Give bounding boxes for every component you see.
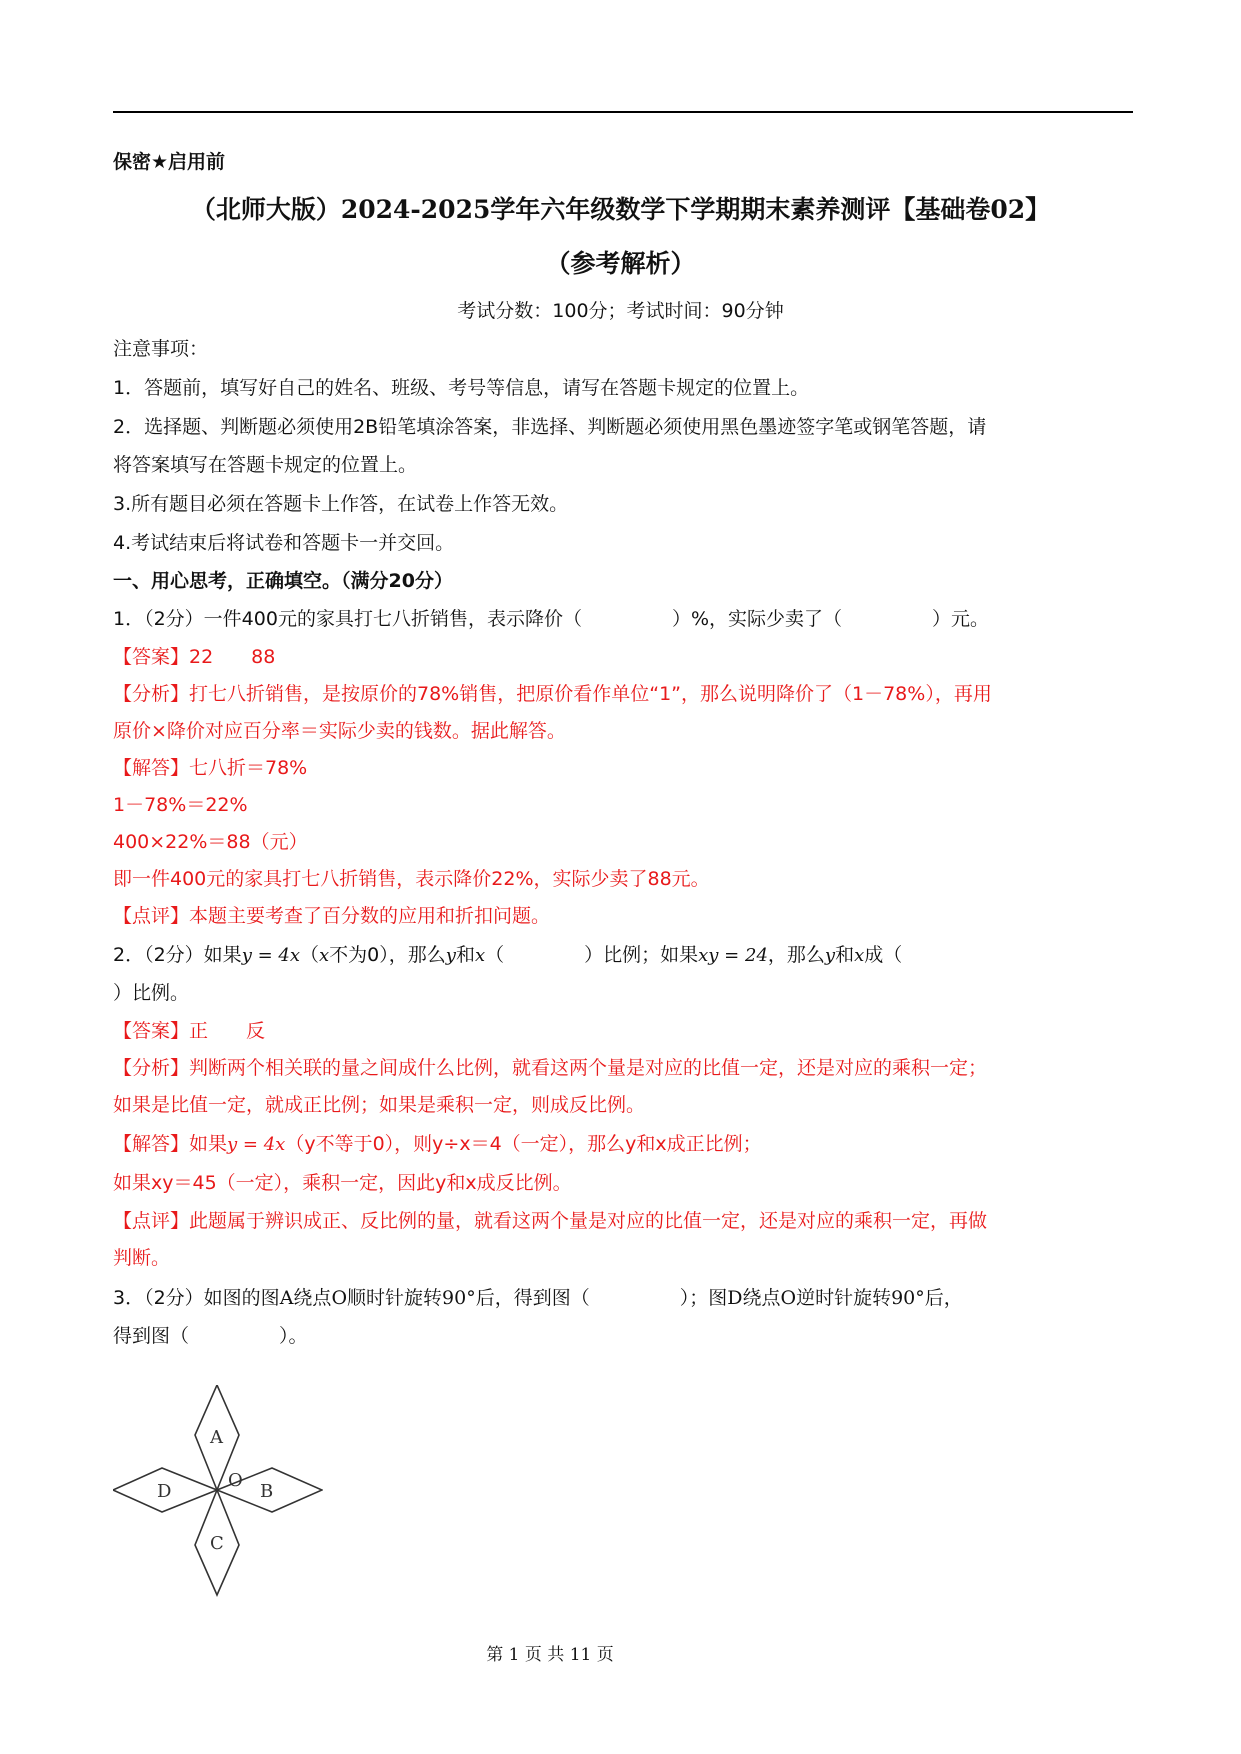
label-b: B	[260, 1481, 274, 1502]
q2-stem-d: 和	[835, 944, 855, 966]
letter-d: D	[727, 1287, 743, 1309]
q3-stem-e: ）；图	[679, 1287, 728, 1309]
note-item: 将答案填写在答题卡规定的位置上。	[113, 454, 418, 476]
formula-xy-equals-24: xy = 24	[698, 945, 768, 966]
question-3-stem-cont	[113, 1323, 308, 1349]
q3-stem-d: 后，得到图（	[475, 1287, 590, 1309]
q2-stem-g: ，那么	[767, 944, 825, 966]
q3-stem-line2-end: ）。	[279, 1325, 308, 1347]
q1-solution-step: 1－78%＝22%	[113, 794, 248, 816]
q3-stem-g: 后，	[924, 1287, 963, 1309]
q2-analysis: 【分析】判断两个相关联的量之间成什么比例，就看这两个量是对应的比值一定，还是对应的乘积一定；	[113, 1057, 988, 1079]
q1-solution-step: 400×22%＝88（元）	[113, 831, 308, 853]
notes-heading: 注意事项：	[113, 338, 209, 360]
page-title: （北师大版）2024-2025学年六年级数学下学期期末素养测评【基础卷02】	[190, 195, 1051, 224]
formula-y-equals-4x: y = 4x	[227, 1134, 286, 1155]
q2-analysis-cont: 如果是比值一定，就成正比例；如果是乘积一定，则成反比例。	[113, 1094, 646, 1116]
q2-stem-a: 2．（2分）如果	[113, 944, 242, 966]
var-x: x	[319, 945, 330, 966]
q2-solution-step: 如果xy＝45（一定），乘积一定，因此y和x成反比例。	[113, 1172, 572, 1194]
q2-stem-d: 和	[455, 944, 475, 966]
var-x: x	[474, 945, 486, 966]
label-c: C	[210, 1533, 224, 1554]
q1-analysis-cont: 原价×降价对应百分率＝实际少卖的钱数。据此解答。	[113, 720, 566, 742]
q2-comment: 【点评】此题属于辨识成正、反比例的量，就看这两个量是对应的比值一定，还是对应的乘积一定，再做	[113, 1210, 988, 1232]
page-footer: 第 1 页 共 11 页	[486, 1645, 614, 1665]
q2-stem-b: （	[300, 944, 320, 966]
q3-stem-b: 绕点	[293, 1287, 332, 1309]
q1-comment: 【点评】本题主要考查了百分数的应用和折扣问题。	[113, 905, 551, 927]
exam-info: 考试分数：100分；考试时间：90分钟	[457, 300, 784, 322]
top-rule	[113, 111, 1133, 113]
q2-solution-a: 【解答】如果	[113, 1133, 228, 1155]
letter-o: O	[331, 1287, 348, 1309]
q2-solution	[113, 1131, 762, 1158]
q1-answer: 【答案】22 88	[113, 646, 276, 668]
formula-y-equals-4x: y = 4x	[241, 945, 300, 966]
angle-90: 90°	[442, 1287, 476, 1309]
q2-stem-h: 成（	[864, 944, 903, 966]
q1-solution-conclusion: 即一件400元的家具打七八折销售，表示降价22%，实际少卖了88元。	[113, 868, 710, 890]
var-y: y	[445, 945, 456, 966]
label-o: O	[228, 1470, 243, 1491]
q1-stem-c: ）元。	[932, 608, 990, 630]
rotation-figure	[113, 1385, 323, 1605]
q3-stem-b: 绕点	[742, 1287, 781, 1309]
note-item: 1．答题前，填写好自己的姓名、班级、考号等信息，请写在答题卡规定的位置上。	[113, 377, 810, 399]
q1-analysis: 【分析】打七八折销售，是按原价的78%销售，把原价看作单位“1”，那么说明降价了（1－78%），再用	[113, 683, 992, 705]
q1-stem-a: 1．（2分）一件400元的家具打七八折销售，表示降价（	[113, 608, 582, 630]
letter-a: A	[279, 1287, 294, 1309]
q2-answer: 【答案】正 反	[113, 1020, 266, 1042]
question-2-stem	[113, 942, 902, 969]
question-2-stem-cont: ）比例。	[113, 982, 190, 1004]
q2-stem-c: 不为0），那么	[329, 944, 446, 966]
q2-stem-e: （	[485, 944, 505, 966]
q1-stem-b: ）%，实际少卖了（	[671, 608, 843, 630]
label-a: A	[210, 1427, 223, 1448]
q3-stem-line2: 得到图（	[113, 1325, 190, 1347]
label-d: D	[157, 1481, 172, 1502]
q2-stem-f: ）比例；如果	[584, 944, 699, 966]
question-3-stem	[113, 1285, 963, 1311]
q3-stem-f: 逆时针旋转	[796, 1287, 892, 1309]
q1-solution: 【解答】七八折＝78%	[113, 757, 308, 779]
page-subtitle: （参考解析）	[545, 249, 696, 278]
var-x: x	[854, 945, 865, 966]
note-item: 3.所有题目必须在答题卡上作答，在试卷上作答无效。	[113, 493, 569, 515]
confidential-label: 保密★启用前	[113, 151, 226, 173]
letter-o: O	[780, 1287, 797, 1309]
section-heading: 一、用心思考，正确填空。（满分20分）	[113, 570, 453, 592]
q2-solution-b: （y不等于0），则y÷x＝4（一定），那么y和x成正比例；	[285, 1133, 762, 1155]
q3-stem-a: 3．（2分）如图的图	[113, 1287, 280, 1309]
var-y: y	[824, 945, 836, 966]
q2-comment-cont: 判断。	[113, 1247, 171, 1269]
question-1-stem	[113, 606, 989, 632]
q3-stem-c: 顺时针旋转	[347, 1287, 443, 1309]
angle-90: 90°	[891, 1287, 925, 1309]
note-item: 2．选择题、判断题必须使用2B铅笔填涂答案，非选择、判断题必须使用黑色墨迹签字笔或钢笔答题，请	[113, 416, 987, 438]
note-item: 4.考试结束后将试卷和答题卡一并交回。	[113, 532, 455, 554]
